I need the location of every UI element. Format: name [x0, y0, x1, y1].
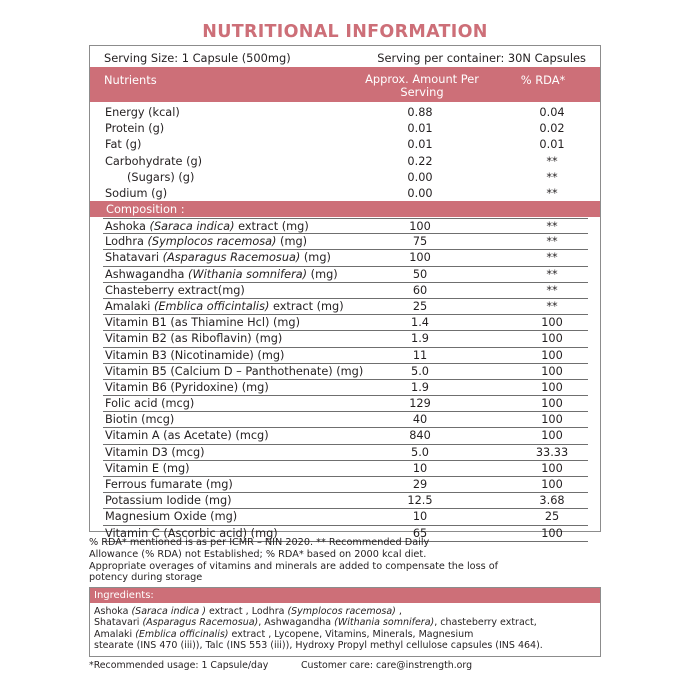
composition-row — [103, 331, 588, 347]
composition-name-text: Biotin (mcg) — [105, 413, 175, 427]
ingredient-text: , Ashwagandha — [258, 617, 335, 629]
composition-latin-name: (Emblica officintalis) — [154, 299, 270, 313]
composition-name — [105, 462, 190, 475]
composition-rda: 25 — [544, 510, 560, 524]
composition-rda: 100 — [541, 316, 563, 330]
ingredient-text: extract , Lodhra — [205, 606, 288, 617]
composition-name-text: Vitamin E (mg) — [105, 461, 190, 475]
serving-info — [90, 49, 600, 67]
composition-name — [105, 413, 174, 426]
composition-amount: 40 — [412, 413, 428, 427]
composition-rda: 3.68 — [539, 494, 565, 508]
composition-amount: 100 — [409, 220, 431, 233]
nutrient-rda: ** — [546, 170, 558, 184]
composition-name — [105, 478, 233, 491]
composition-name — [105, 251, 331, 264]
composition-name — [105, 365, 363, 378]
nutrient-amount: 0.00 — [407, 186, 433, 200]
composition-name — [105, 494, 232, 507]
composition-name-text: Magnesium Oxide (mg) — [105, 510, 238, 524]
composition-rda: ** — [546, 235, 558, 249]
composition-amount: 12.5 — [407, 494, 433, 508]
composition-row — [103, 493, 588, 509]
composition-label: Composition : — [106, 202, 185, 216]
composition-name — [105, 284, 245, 297]
composition-row — [103, 218, 588, 234]
composition-name — [105, 332, 282, 345]
composition-name-text: Ashwagandha — [105, 267, 189, 281]
composition-name — [105, 429, 269, 442]
composition-row — [103, 348, 588, 364]
composition-amount: 75 — [412, 235, 428, 249]
nutrient-rda: ** — [546, 154, 558, 168]
composition-name-suffix: (mg) — [300, 251, 331, 265]
composition-name-suffix: (mg) — [307, 267, 338, 281]
composition-rda: 100 — [541, 413, 563, 427]
nutrient-name: (Sugars) (g) — [127, 170, 195, 184]
header-amount: Approx. Amount Per Serving — [365, 72, 479, 99]
composition-rda: ** — [546, 220, 558, 233]
nutrient-row — [103, 121, 588, 137]
composition-name-text: Ferrous fumarate (mg) — [105, 478, 233, 491]
composition-amount: 1.9 — [411, 332, 429, 346]
ingredients-line — [94, 640, 596, 651]
serving-size: Serving Size: 1 Capsule (500mg) — [104, 51, 291, 65]
composition-amount: 60 — [412, 283, 428, 297]
composition-name-text: Folic acid (mcg) — [105, 397, 195, 411]
composition-rda: 100 — [541, 332, 563, 346]
ingredients-box — [89, 587, 601, 657]
composition-row — [103, 509, 588, 525]
composition-name-text: Vitamin C (Ascorbic acid) (mg) — [105, 526, 278, 540]
nutrient-row — [103, 105, 588, 121]
ingredient-text: extract , Lycopene, Vitamins, Minerals, Magnesium — [228, 628, 474, 640]
composition-amount: 10 — [412, 461, 428, 475]
ingredient-text: , chasteberry extract, — [434, 617, 537, 629]
nutrient-amount: 0.01 — [407, 122, 433, 136]
nutrition-table — [89, 45, 601, 540]
composition-name — [105, 300, 344, 313]
serving-per-container: Serving per container: 30N Capsules — [377, 51, 586, 65]
composition-rda: 100 — [541, 397, 563, 411]
nutrient-rda: 0.04 — [539, 106, 565, 119]
composition-amount: 25 — [412, 299, 428, 313]
rda-notes — [89, 537, 529, 584]
composition-name — [105, 268, 338, 281]
table-header — [90, 67, 600, 102]
nutrient-amount: 0.01 — [407, 138, 433, 152]
ingredient-text: Ashoka — [94, 606, 132, 617]
composition-rda: 100 — [541, 461, 563, 475]
composition-row — [103, 267, 588, 283]
composition-name — [105, 446, 205, 459]
composition-amount: 10 — [412, 510, 428, 524]
composition-row — [103, 364, 588, 380]
nutrient-row — [103, 137, 588, 153]
header-rda: % RDA* — [520, 73, 566, 87]
composition-amount: 50 — [412, 267, 428, 281]
composition-name-text: Vitamin D3 (mcg) — [105, 445, 205, 459]
composition-latin-name: (Saraca indica) — [149, 220, 235, 233]
nutrient-name: Fat (g) — [105, 138, 142, 152]
nutrient-amount: 0.22 — [407, 154, 433, 168]
composition-row — [103, 250, 588, 266]
ingredients-text — [90, 603, 600, 651]
composition-row — [103, 234, 588, 250]
composition-name-text: Lodhra — [105, 235, 148, 249]
composition-rda: 100 — [541, 429, 563, 443]
composition-row — [103, 461, 588, 477]
ingredients-line — [94, 617, 596, 628]
composition-name-suffix: (mg) — [276, 235, 308, 249]
composition-rda: ** — [546, 267, 558, 281]
composition-name — [105, 349, 284, 362]
composition-rda: ** — [546, 299, 558, 313]
composition-name — [105, 397, 194, 410]
composition-name-suffix: extract (mg) — [269, 299, 344, 313]
composition-rda: ** — [546, 251, 558, 265]
composition-latin-name: (Asparagus Racemosua) — [162, 251, 301, 265]
composition-header — [90, 201, 600, 217]
composition-name-text: Vitamin B3 (Nicotinamide) (mg) — [105, 348, 285, 362]
composition-amount: 5.0 — [411, 445, 429, 459]
composition-name — [105, 510, 237, 523]
ingredient-latin-name: (Emblica officinalis) — [135, 628, 229, 640]
composition-rda: 100 — [541, 478, 563, 491]
nutrient-name: Carbohydrate (g) — [105, 154, 203, 168]
nutrient-rda: 0.02 — [539, 122, 565, 136]
ingredient-latin-name: (Withania somnifera) — [334, 617, 435, 629]
composition-row — [103, 477, 588, 493]
composition-name-text: Vitamin A (as Acetate) (mcg) — [105, 429, 269, 443]
nutrient-amount: 0.88 — [407, 106, 433, 119]
note-line: Appropriate overages of vitamins and minerals are added to compensate the loss of — [89, 560, 499, 572]
note-line: Allowance (% RDA) not Established; % RDA* based on 2000 kcal diet. — [89, 548, 427, 560]
nutrient-rows — [103, 105, 588, 202]
composition-amount: 5.0 — [411, 364, 429, 378]
composition-amount: 1.9 — [411, 380, 429, 394]
ingredient-latin-name: (Symplocos racemosa) — [287, 606, 396, 617]
composition-name-text: Vitamin B1 (as Thiamine Hcl) (mg) — [105, 316, 300, 330]
nutrient-name: Protein (g) — [105, 122, 165, 136]
ingredient-text: Amalaki — [94, 628, 136, 640]
nutrient-row — [103, 186, 588, 202]
composition-row — [103, 428, 588, 444]
composition-name-text: Vitamin B2 (as Riboflavin) (mg) — [105, 332, 283, 346]
nutrient-rda: ** — [546, 186, 558, 200]
ingredients-line — [94, 606, 596, 617]
composition-name-text: Chasteberry extract(mg) — [105, 283, 245, 297]
composition-name-text: Ashoka — [105, 220, 150, 233]
nutrient-name: Sodium (g) — [105, 186, 168, 200]
ingredient-text: Shatavari — [94, 617, 143, 629]
composition-rda: 100 — [541, 526, 563, 540]
nutrient-row — [103, 154, 588, 170]
note-line: % RDA* mentioned is as per ICMR – NIN 2020. ** Recommended Daily — [89, 537, 430, 548]
note-line: potency during storage — [89, 572, 203, 584]
composition-row — [103, 299, 588, 315]
composition-name — [105, 220, 309, 233]
composition-amount: 29 — [412, 478, 428, 491]
ingredient-latin-name: (Asparagus Racemosua) — [142, 617, 259, 629]
composition-amount: 100 — [409, 251, 431, 265]
composition-rda: ** — [546, 283, 558, 297]
composition-latin-name: (Symplocos racemosa) — [147, 235, 277, 249]
composition-name — [105, 316, 300, 329]
composition-rows — [103, 218, 588, 542]
composition-row — [103, 380, 588, 396]
ingredients-label: Ingredients: — [90, 588, 600, 603]
composition-row — [103, 412, 588, 428]
composition-rda: 33.33 — [535, 445, 569, 459]
composition-amount: 840 — [409, 429, 431, 443]
nutrient-amount: 0.00 — [407, 170, 433, 184]
header-nutrients: Nutrients — [104, 73, 157, 87]
ingredient-text: stearate (INS 470 (iii)), Talc (INS 553 (iii)), Hydroxy Propyl methyl cellulose capsules (INS 464). — [94, 639, 543, 651]
composition-row — [103, 396, 588, 412]
composition-amount: 129 — [409, 397, 431, 411]
composition-name-text: Vitamin B5 (Calcium D – Panthothenate) (mg) — [105, 364, 364, 378]
composition-name-text: Vitamin B6 (Pyridoxine) (mg) — [105, 380, 269, 394]
composition-latin-name: (Withania somnifera) — [188, 267, 308, 281]
composition-name-suffix: extract (mg) — [234, 220, 309, 233]
nutrient-name: Energy (kcal) — [105, 106, 180, 119]
composition-name-text: Amalaki — [105, 299, 154, 313]
composition-name — [105, 381, 269, 394]
composition-rda: 100 — [541, 348, 563, 362]
composition-amount: 1.4 — [411, 316, 429, 330]
composition-rda: 100 — [541, 364, 563, 378]
composition-amount: 11 — [412, 348, 428, 362]
composition-row — [103, 445, 588, 461]
composition-name-text: Shatavari — [105, 251, 163, 265]
ingredient-latin-name: (Saraca indica ) — [131, 606, 206, 617]
composition-amount: 65 — [412, 526, 428, 540]
composition-row — [103, 283, 588, 299]
ingredients-line — [94, 629, 596, 640]
customer-care: Customer care: care@instrength.org — [301, 660, 473, 671]
ingredient-text: , — [395, 606, 402, 617]
composition-name — [105, 235, 307, 248]
composition-row — [103, 315, 588, 331]
recommended-usage: *Recommended usage: 1 Capsule/day — [89, 660, 269, 671]
nutrient-rda: 0.01 — [539, 138, 565, 152]
composition-name-text: Potassium Iodide (mg) — [105, 494, 232, 508]
nutrient-row — [103, 170, 588, 186]
composition-rda: 100 — [541, 380, 563, 394]
page-title: NUTRITIONAL INFORMATION — [202, 22, 488, 42]
